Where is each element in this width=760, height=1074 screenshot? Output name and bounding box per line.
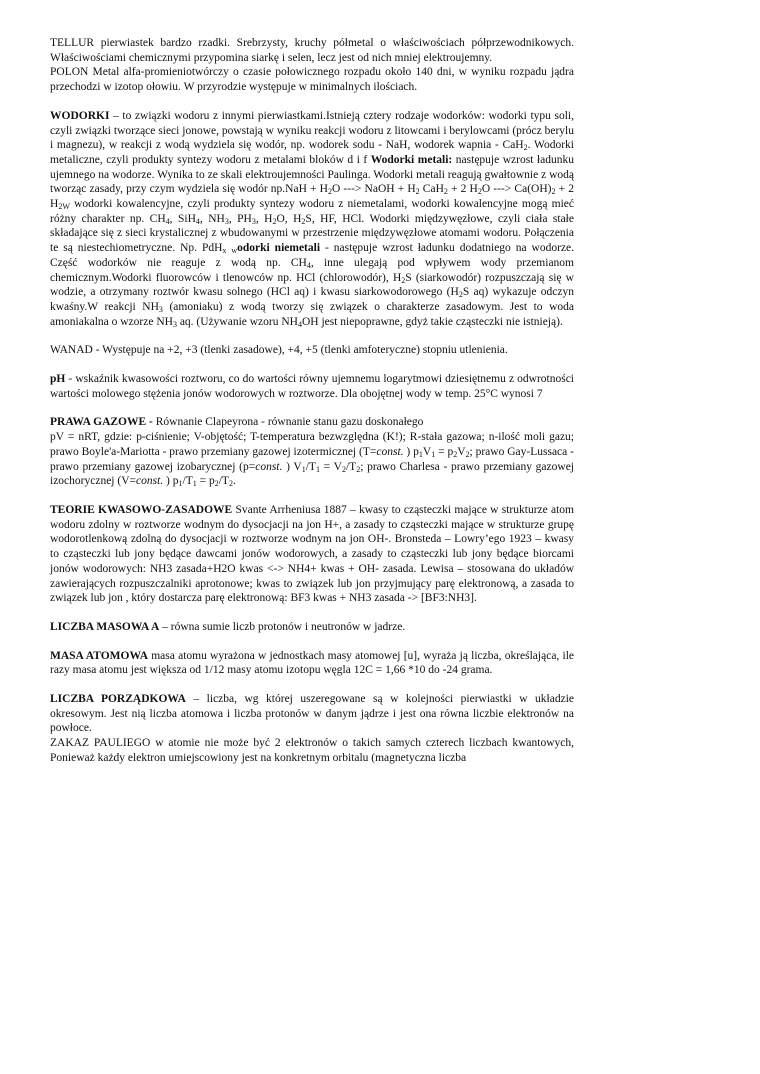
wodorki-heading: WODORKI xyxy=(50,109,110,122)
liczba-porzadkowa-paragraph: LICZBA PORZĄDKOWA – liczba, wg której uszeregowane są w kolejności pierwiastki w układzie okresowym. Jest nią liczba atomowa i liczba protonów w danym jądrze i jest ona równa liczbie elektronów na powłoce. xyxy=(50,693,574,735)
teorie-heading: TEORIE KWASOWO-ZASADOWE xyxy=(50,503,233,516)
prawa-gazowe-body: pV = nRT, gdzie: p-ciśnienie; V-objętość; T-temperatura bezwzględna (K!); R-stała gazowa; n-ilość moli gazu; prawo Boyle'a-Mariotta - prawo przemiany gazowej izotermicznej (T=const. ) $p_1V_1 = p_2V_2$; prawo Gay-Lussaca - prawo przemiany gazowej izobarycznej (p=const. ) $V_1/T_1 = V_2/T_2$; prawo Charlesa - prawo przemiany gazowej izochorycznej (V=const. ) $p_1/T_1 = p_2/T_2$. xyxy=(50,431,574,489)
liczba-masowa-heading: LICZBA MASOWA A xyxy=(50,620,160,633)
liczba-masowa-paragraph: LICZBA MASOWA A – równa sumie liczb protonów i neutronów w jadrze. xyxy=(50,620,406,633)
masa-atomowa-heading: MASA ATOMOWA xyxy=(50,649,149,662)
prawa-gazowe-paragraph: PRAWA GAZOWE - Równanie Clapeyrona - równanie stanu gazu doskonałego xyxy=(50,416,424,429)
wodorki-metali-heading: Wodorki metali: xyxy=(370,153,453,166)
wodorki-paragraph: WODORKI – to związki wodoru z innymi pierwiastkami.Istnieją cztery rodzaje wodorków: wodorki typu soli, czyli związki tworzące sieci jonowe, powstają w wyniku reakcji wodoru z litowcami i berylowcami (prócz berylu i magnezu), w reakcji z wodą wydziela się wodór, np. wodorek sodu - NaH, wodorek wapnia - CaH$_2$. Wodorki metaliczne, czyli produkty syntezy wodoru z metalami bloków d i f Wodorki metali: następuje wzrost ładunku ujemnego na wodorze. Wynika to ze skali elektroujemności Paulinga. Wodorki metali reagują gwałtownie z wodą tworząc zasady, przy czym wydziela się wodór $np.NaH + H_2O$ ---> NaOH + $H_2$ CaH$_2$ + 2 $H_2O$ ---> $Ca(OH)_2 + 2$ $H_{2W}$ wodorki kowalencyjne, czyli produkty syntezy wodoru z niemetalami, wodorki kowalencyjne mogą mieć różny charakter np. $CH_4$, SiH$_4$, $NH_3$, $PH_3$, $H_2O$, $H_2S$, HF, HCl. Wodorki międzywęzłowe, czyli ciała stałe składające się z sieci krystalicznej z wbudowanymi w przestrzenie międzywęzłowe atomami wodoru. Połączenia te są niestechiometryczne. Np. PdH$_x$ $_w$odorki niemetali - następuje wzrost ładunku dodatniego na wodorze. Część wodorków nie reaguje z wodą np. $CH_4$, inne ulegają pod wpływem wody przemianom chemicznym.Wodorki fluorowców i tlenowców np. HCl (chlorowodór), $H_2S$ (siarkowodór) rozpuszczają się w wodzie, a otrzymany roztwór kwasu solnego (HCl aq) i kwasu siarkowodorowego ($H_2S$ aq) wykazuje odczyn kwaśny.W reakcji $NH_3$ (amoniaku) z wodą tworzy się związek o charakterze zasadowym. Jest to woda amoniakalna o wzorze $NH_3$ aq. (Używanie wzoru $NH_4OH$ jest niepoprawne, gdyż takie cząsteczki nie istnieją). xyxy=(50,109,574,329)
wodorki-niemetali-heading: odorki niemetali xyxy=(237,242,321,255)
polon-paragraph: POLON Metal alfa-promieniotwórczy o czasie połowicznego rozpadu około 140 dni, w wyniku rozpadu jądra przechodzi w izotop ołowiu. W przyrodzie występuje w minimalnych ilościach. xyxy=(50,66,574,94)
teorie-paragraph: TEORIE KWASOWO-ZASADOWE Svante Arrheniusa 1887 – kwasy to cząsteczki mające w strukturze atom wodoru zdolny w roztworze wodnym do dysocjacji na jon H+, a zasady to cząsteczki mające w strukturze grupę wodorotlenkową zdolną do dysocjacji w roztworze wodnym na jon OH-. Bronsteda – Lowry’ego 1923 – kwasy to cząsteczki lub jony będące dawcami jonów wodorowych, a zasady to cząsteczki lub jony będące biorcami jonów wodorowych: NH3 zasada+H2O kwas <-> NH4+ kwas + OH- zasada. Lewisa – stosowana do układów zawierających rozpuszczalniki aprotonowe; kwas to związek lub jon przyjmujący parę elektronową, a zasada to związek lub jon , który dostarcza parę elektronową: BF3 kwas + NH3 zasada -> [BF3:NH3]. xyxy=(50,503,574,605)
document-page xyxy=(50,36,574,766)
zakaz-pauliego-paragraph: ZAKAZ PAULIEGO w atomie nie może być 2 elektronów o takich samych czterech liczbach kwantowych, Ponieważ każdy elektron umiejscowiony jest na konkretnym orbitalu (magnetyczna liczba xyxy=(50,737,574,764)
masa-atomowa-paragraph: MASA ATOMOWA masa atomu wyrażona w jednostkach masy atomowej [u], wyraża ją liczba, określająca, ile razy masa atomu jest większa od 1/12 masy atomu izotopu węgla 12C = 1,66 *10 do -24 grama. xyxy=(50,649,575,677)
liczba-porzadkowa-heading: LICZBA PORZĄDKOWA xyxy=(50,693,186,706)
prawa-gazowe-heading: PRAWA GAZOWE - xyxy=(50,416,153,429)
wanad-paragraph: WANAD - Występuje na +2, +3 (tlenki zasadowe), +4, +5 (tlenki amfoteryczne) stopniu utlenienia. xyxy=(50,344,508,357)
tellur-paragraph: TELLUR pierwiastek bardzo rzadki. Srebrzysty, kruchy półmetal o właściwościach półprzewodnikowych. Właściwościami chemicznymi przypomina siarkę i selen, lecz jest od nich mniej elektroujemny. xyxy=(50,37,574,64)
ph-paragraph: pH - wskaźnik kwasowości roztworu, co do wartości równy ujemnemu logarytmowi dziesiętnemu z odwrotności wartości molowego stężenia jonów wodorowych w roztworze. Dla obojętnej wody w temp. 25°C wynosi 7 xyxy=(50,373,574,400)
ph-heading: pH xyxy=(50,373,66,386)
